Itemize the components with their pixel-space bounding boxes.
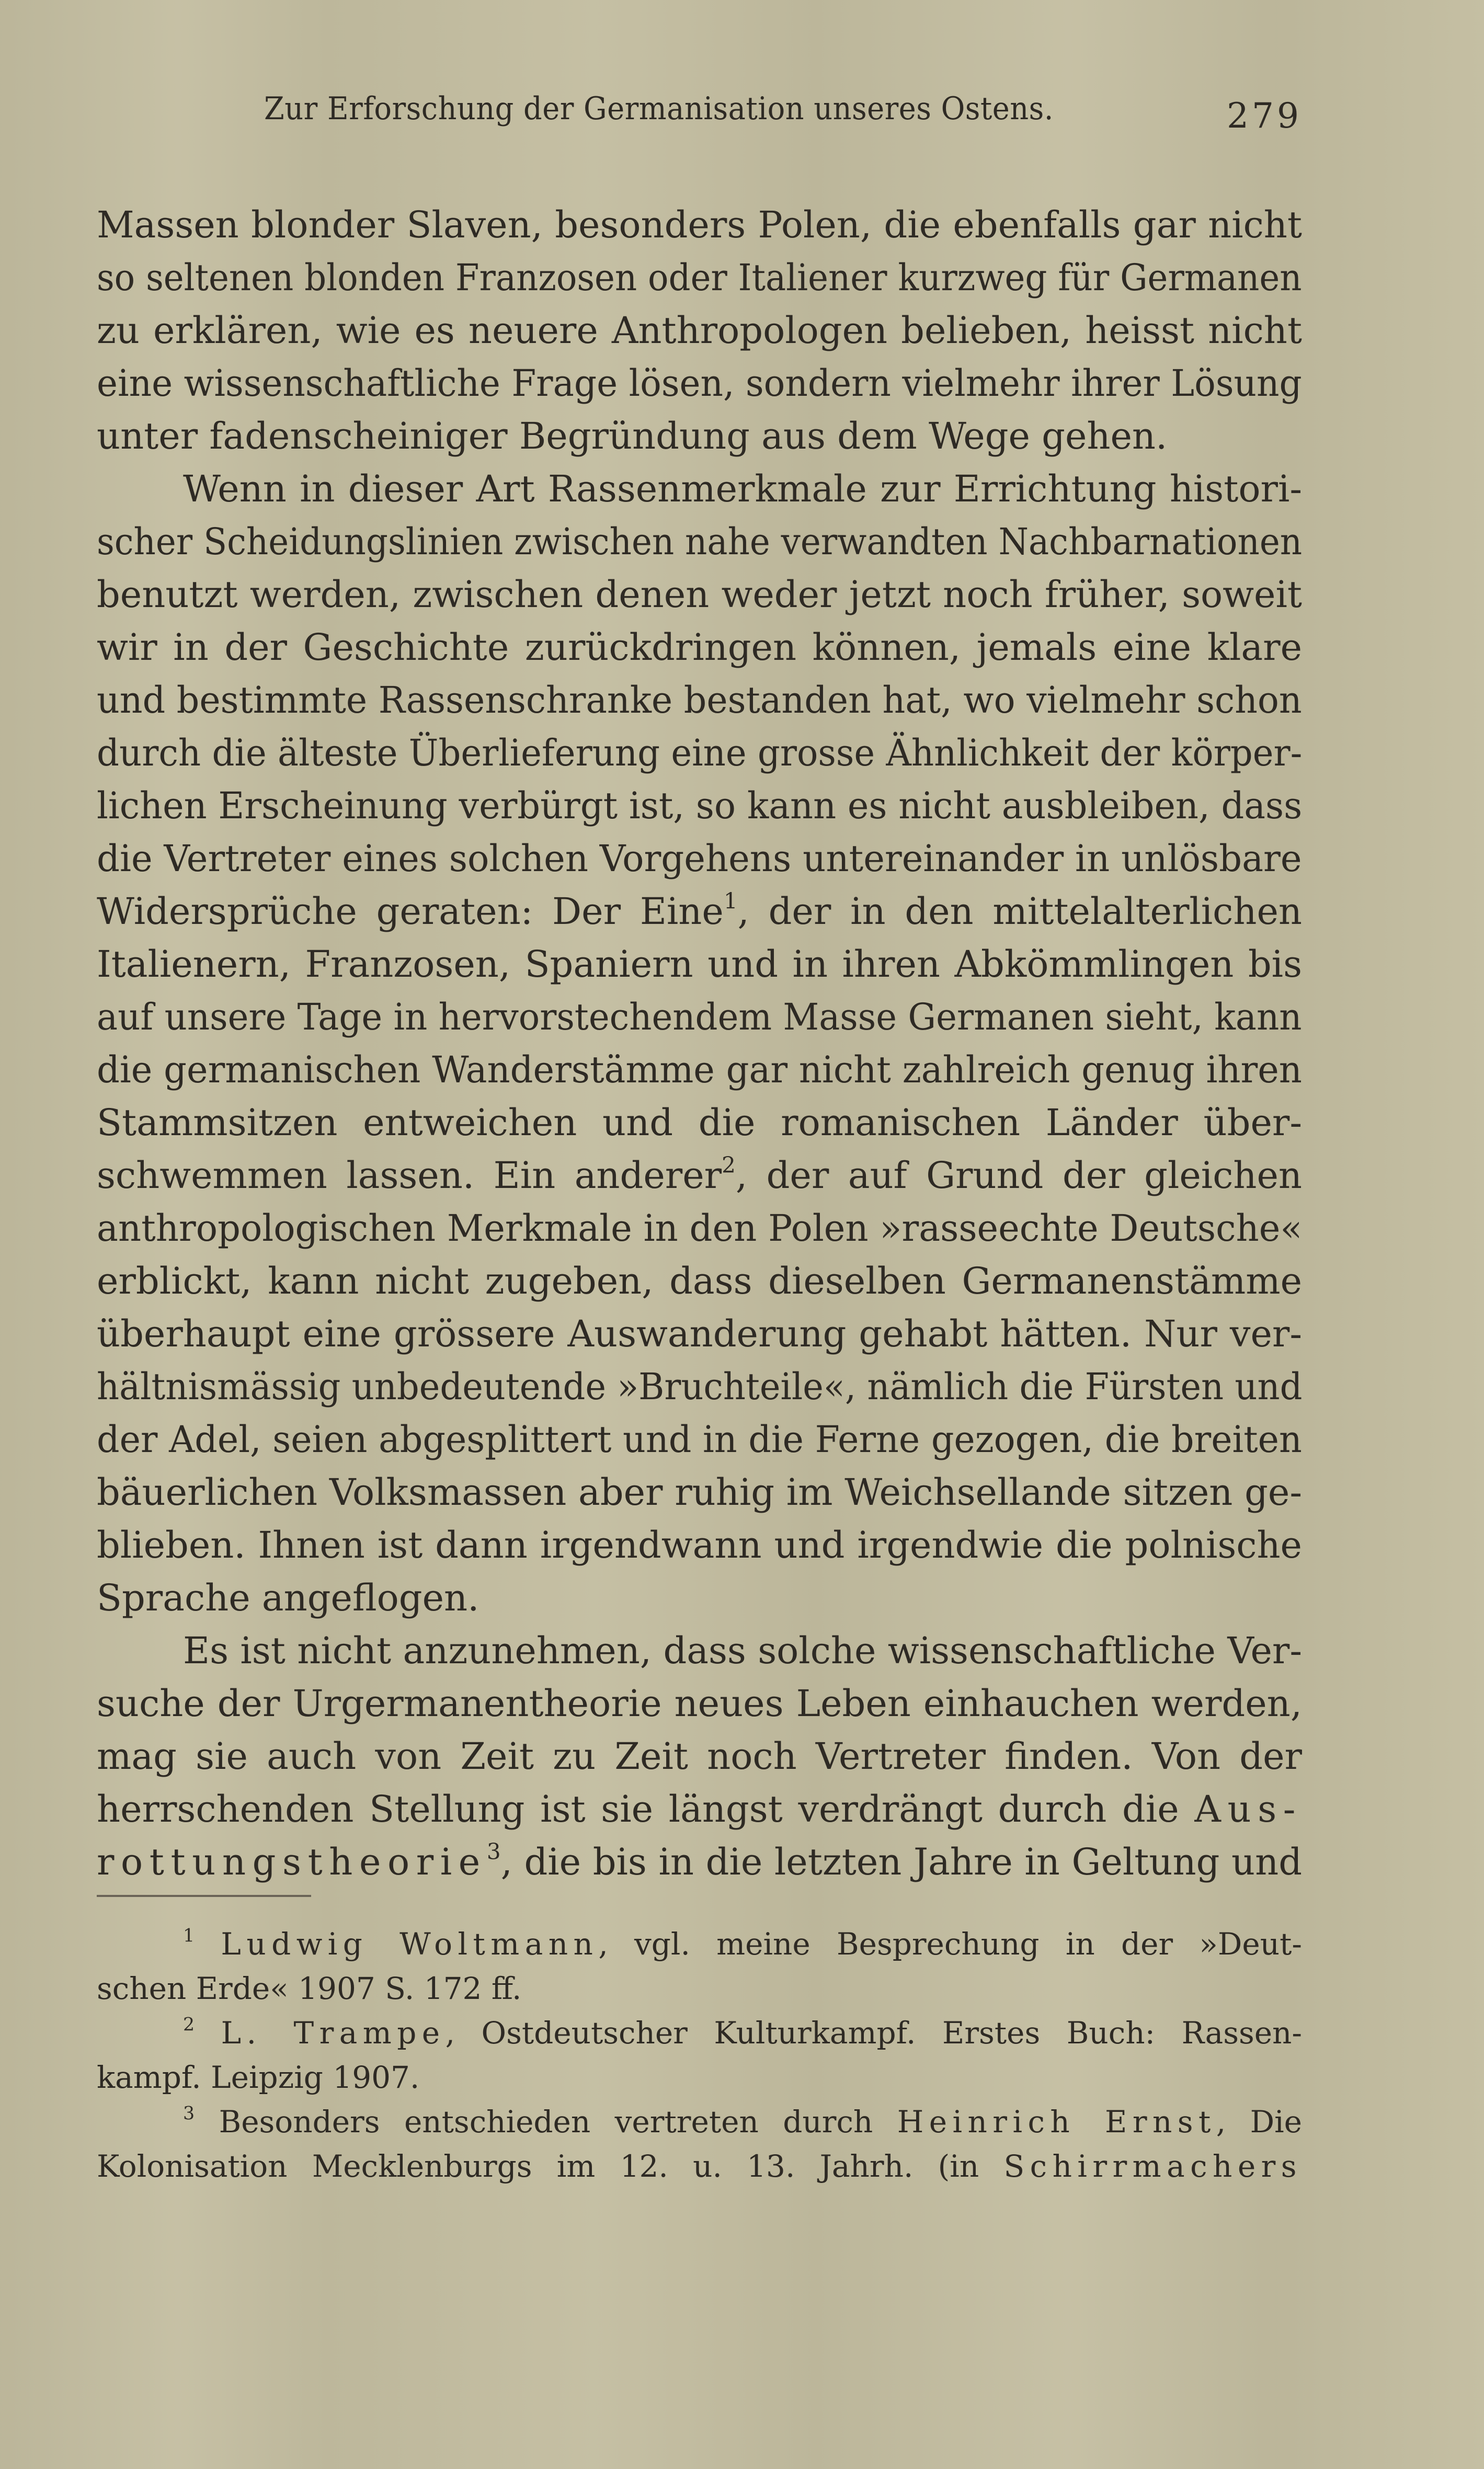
text-line: Widersprüche geraten: Der Eine$^1$, der in den mittelalterlichen	[97, 888, 1302, 933]
author-name: L. Trampe	[221, 2015, 446, 2051]
text-line: mag sie auch von Zeit zu Zeit noch Vertreter finden. Von der	[97, 1735, 1302, 1778]
text-line: benutzt werden, zwischen denen weder jetzt noch früher, soweit	[97, 573, 1302, 616]
text-line: eine wissenschaftliche Frage lösen, sondern vielmehr ihrer Lösung	[97, 362, 1302, 405]
footnote-1: $^1$ Ludwig Woltmann, vgl. meine Besprechung in der »Deut-	[183, 1925, 1302, 1962]
author-name: Ludwig Woltmann	[221, 1926, 599, 1962]
text-line: so seltenen blonden Franzosen oder Italiener kurzweg für Germanen	[97, 256, 1302, 299]
footnote-3-cont: Kolonisation Mecklenburgs im 12. u. 13. Jahrh. (in Schirrmachers	[97, 2148, 1302, 2184]
text-line: überhaupt eine grössere Auswanderung gehabt hätten. Nur ver-	[97, 1312, 1302, 1355]
paragraph-start-line: Es ist nicht anzunehmen, dass solche wissenschaftliche Ver-	[183, 1629, 1302, 1672]
paragraph-start-line: Wenn in dieser Art Rassenmerkmale zur Errichtung histori-	[183, 467, 1302, 510]
text-line: und bestimmte Rassenschranke bestanden hat, wo vielmehr schon	[97, 679, 1302, 722]
footnote-ref-3[interactable]: 3	[486, 1838, 501, 1865]
text-line: anthropologischen Merkmale in den Polen »rasseechte Deutsche«	[97, 1207, 1303, 1250]
text-line: wir in der Geschichte zurückdringen können, jemals eine klare	[97, 626, 1302, 669]
footnote-1-cont: schen Erde« 1907 S. 172 ff.	[97, 1971, 522, 2006]
text-line: suche der Urgermanentheorie neues Leben einhauchen werden,	[97, 1682, 1302, 1725]
text-line: der Adel, seien abgesplittert und in die Ferne gezogen, die breiten	[97, 1418, 1302, 1461]
text-line: lichen Erscheinung verbürgt ist, so kann es nicht ausbleiben, dass	[97, 784, 1303, 827]
footnote-2-cont: kampf. Leipzig 1907.	[97, 2060, 420, 2095]
footnote-separator-rule	[97, 1895, 311, 1897]
text-line: Massen blonder Slaven, besonders Polen, die ebenfalls gar nicht	[97, 203, 1302, 246]
text-line: schwemmen lassen. Ein anderer$^2$, der auf Grund der gleichen	[97, 1152, 1302, 1197]
page-number: 279	[1227, 96, 1302, 136]
text-line: erblickt, kann nicht zugeben, dass dieselben Germanenstämme	[97, 1260, 1302, 1302]
running-head-title: Zur Erforschung der Germanisation unseres Ostens.	[264, 90, 1054, 127]
text-line: auf unsere Tage in hervorstechendem Masse Germanen sieht, kann	[97, 996, 1302, 1038]
text-line: unter fadenscheiniger Begründung aus dem Wege gehen.	[97, 415, 1168, 458]
text-line: durch die älteste Überlieferung eine grosse Ähnlichkeit der körper-	[97, 731, 1303, 774]
footnote-marker-3: 3	[183, 2103, 195, 2124]
text-line: die Vertreter eines solchen Vorgehens untereinander in unlösbare	[97, 837, 1302, 880]
spaced-word: Aus-	[1194, 1788, 1302, 1831]
footnote-ref-1[interactable]: 1	[723, 888, 738, 914]
text-line: blieben. Ihnen ist dann irgendwann und irgendwie die polnische	[97, 1524, 1302, 1567]
footnote-marker-1: 1	[183, 1925, 195, 1947]
text-line: scher Scheidungslinien zwischen nahe verwandten Nachbarnationen	[97, 520, 1303, 563]
footnote-ref-2[interactable]: 2	[722, 1152, 736, 1178]
footnote-marker-2: 2	[183, 2014, 195, 2036]
author-name: Schirrmachers	[1003, 2148, 1302, 2184]
text-line: zu erklären, wie es neuere Anthropologen belieben, heisst nicht	[97, 309, 1302, 352]
text-line: Italienern, Franzosen, Spaniern und in ihren Abkömmlingen bis	[97, 943, 1302, 986]
text-line: herrschenden Stellung ist sie längst verdrängt durch die Aus-	[97, 1788, 1302, 1831]
text-line: rottungstheorie$^3$, die bis in die letzten Jahre in Geltung und	[97, 1838, 1302, 1883]
footnote-2: $^2$ L. Trampe, Ostdeutscher Kulturkampf. Erstes Buch: Rassen-	[183, 2014, 1303, 2051]
text-line: Sprache angeflogen.	[97, 1576, 480, 1619]
text-line: hältnismässig unbedeutende »Bruchteile«, nämlich die Fürsten und	[97, 1365, 1303, 1408]
text-line: Stammsitzen entweichen und die romanischen Länder über-	[97, 1101, 1302, 1144]
text-line: bäuerlichen Volksmassen aber ruhig im Weichsellande sitzen ge-	[97, 1471, 1302, 1514]
text-line: die germanischen Wanderstämme gar nicht zahlreich genug ihren	[97, 1048, 1302, 1091]
spaced-word: rottungstheorie	[97, 1841, 487, 1883]
footnote-3: $^3$ Besonders entschieden vertreten durch Heinrich Ernst, Die	[183, 2103, 1302, 2140]
author-name: Heinrich Ernst	[897, 2104, 1216, 2140]
